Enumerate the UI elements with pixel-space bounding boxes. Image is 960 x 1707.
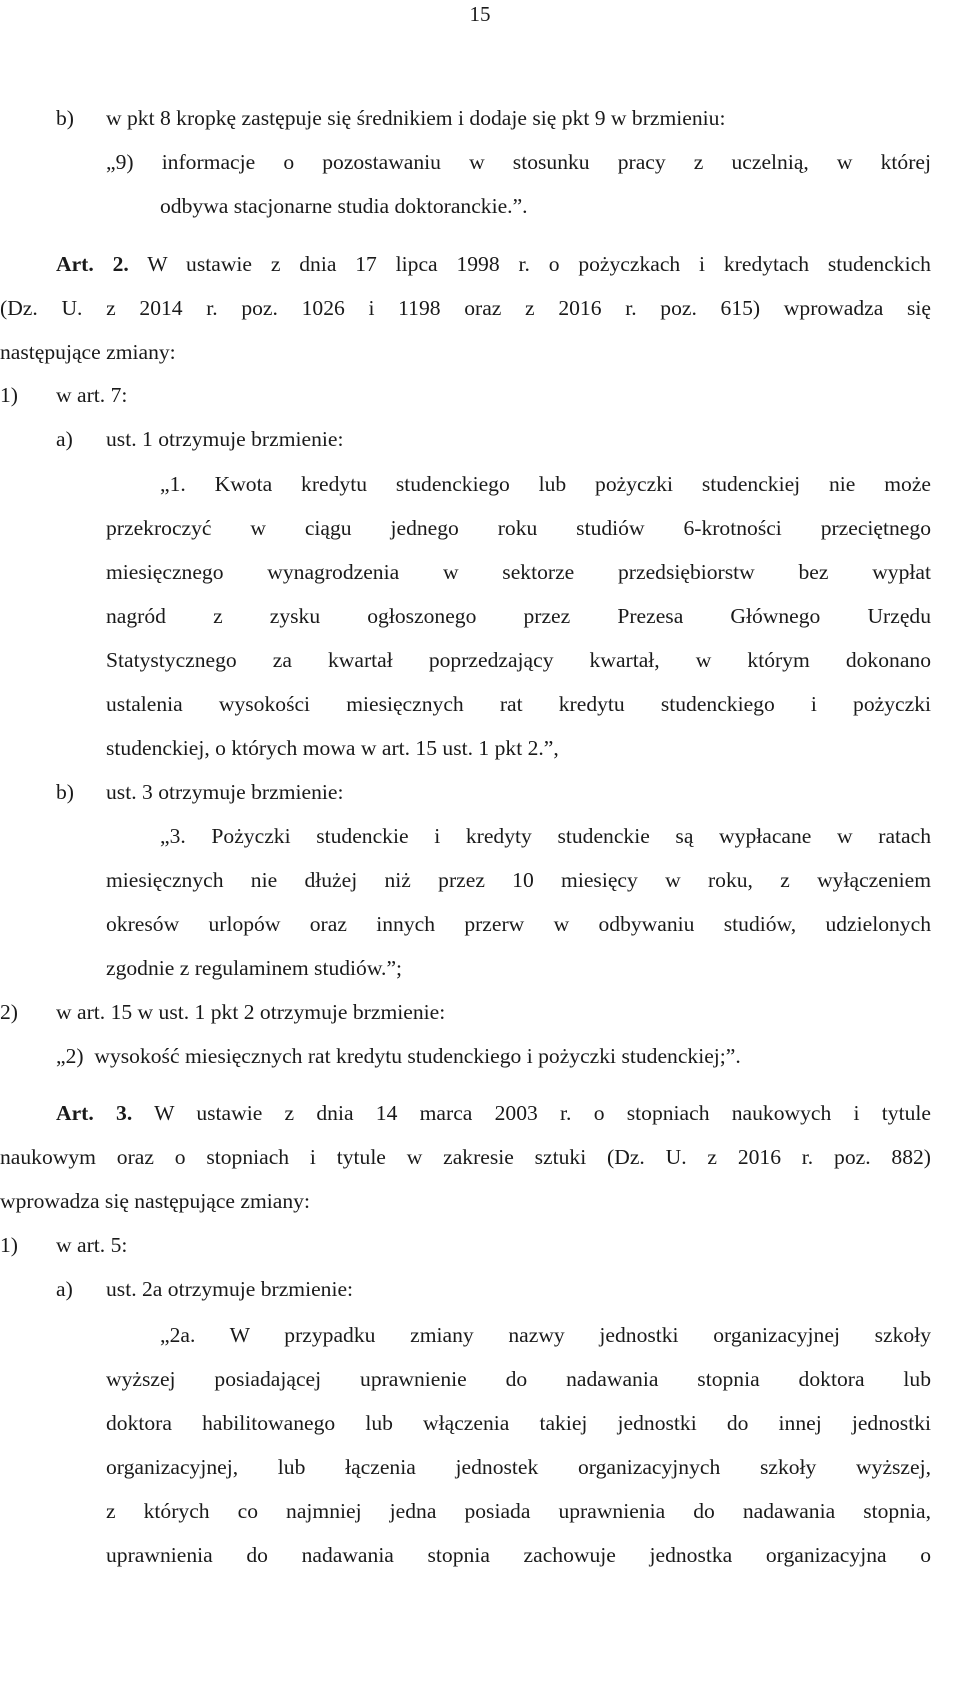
text-line: studenckiej, o których mowa w art. 15 ust. 1 pkt 2.”, (106, 736, 559, 760)
text-line: miesięcznych nie dłużej niż przez 10 miesięcy w roku, z wyłączeniem (106, 868, 931, 892)
list-label: a) (56, 1277, 73, 1301)
text-line: (Dz. U. z 2014 r. poz. 1026 i 1198 oraz z 2016 r. poz. 615) wprowadza się (0, 296, 931, 320)
list-label: a) (56, 427, 73, 451)
article-line (56, 1099, 931, 1127)
text-line: zgodnie z regulaminem studiów.”; (106, 956, 403, 980)
text-line: „9) informacje o pozostawaniu w stosunku pracy z uczelnią, w której (106, 150, 931, 174)
text-line: okresów urlopów oraz innych przerw w odbywaniu studiów, udzielonych (106, 912, 931, 936)
text-line: ust. 2a otrzymuje brzmienie: (106, 1277, 354, 1301)
text-line: „2) wysokość miesięcznych rat kredytu studenckiego i pożyczki studenckiej;”. (56, 1044, 741, 1068)
text-line: wyższej posiadającej uprawnienie do nadawania stopnia doktora lub (106, 1367, 931, 1391)
text-line: Statystycznego za kwartał poprzedzający kwartał, w którym dokonano (106, 648, 931, 672)
text-line: w art. 7: (56, 383, 128, 407)
text-line: odbywa stacjonarne studia doktoranckie.”. (160, 194, 528, 218)
text-line: w art. 15 w ust. 1 pkt 2 otrzymuje brzmienie: (56, 1000, 446, 1024)
list-label: b) (56, 780, 74, 804)
text-line: „1. Kwota kredytu studenckiego lub pożyczki studenckiej nie może (160, 472, 931, 496)
article-number: Art. 2. (56, 252, 129, 276)
text-line: „3. Pożyczki studenckie i kredyty studenckie są wypłacane w ratach (160, 824, 931, 848)
text-line: naukowym oraz o stopniach i tytule w zakresie sztuki (Dz. U. z 2016 r. poz. 882) (0, 1145, 931, 1169)
text-line: w art. 5: (56, 1233, 128, 1257)
article-text: W ustawie z dnia 17 lipca 1998 r. o pożyczkach i kredytach studenckich (147, 252, 931, 276)
text-line: doktora habilitowanego lub włączenia takiej jednostki do innej jednostki (106, 1411, 931, 1435)
page-number: 15 (469, 2, 491, 26)
article-number: Art. 3. (56, 1101, 133, 1125)
list-label: b) (56, 106, 74, 130)
text-line: następujące zmiany: (0, 340, 176, 364)
text-line: ust. 1 otrzymuje brzmienie: (106, 427, 344, 451)
text-line: w pkt 8 kropkę zastępuje się średnikiem i dodaje się pkt 9 w brzmieniu: (106, 106, 726, 130)
list-label: 2) (0, 1000, 18, 1024)
text-line: ust. 3 otrzymuje brzmienie: (106, 780, 344, 804)
text-line: wprowadza się następujące zmiany: (0, 1189, 310, 1213)
article-line (56, 250, 931, 278)
list-label: 1) (0, 383, 18, 407)
text-line: ustalenia wysokości miesięcznych rat kredytu studenckiego i pożyczki (106, 692, 931, 716)
text-line: z których co najmniej jedna posiada uprawnienia do nadawania stopnia, (106, 1499, 931, 1523)
article-text: W ustawie z dnia 14 marca 2003 r. o stopniach naukowych i tytule (154, 1101, 931, 1125)
text-line: organizacyjnej, lub łączenia jednostek organizacyjnych szkoły wyższej, (106, 1455, 931, 1479)
text-line: uprawnienia do nadawania stopnia zachowuje jednostka organizacyjna o (106, 1543, 931, 1567)
text-line: przekroczyć w ciągu jednego roku studiów 6-krotności przeciętnego (106, 516, 931, 540)
text-line: „2a. W przypadku zmiany nazwy jednostki organizacyjnej szkoły (160, 1323, 931, 1347)
text-line: nagród z zysku ogłoszonego przez Prezesa Głównego Urzędu (106, 604, 931, 628)
list-label: 1) (0, 1233, 18, 1257)
text-line: miesięcznego wynagrodzenia w sektorze przedsiębiorstw bez wypłat (106, 560, 931, 584)
